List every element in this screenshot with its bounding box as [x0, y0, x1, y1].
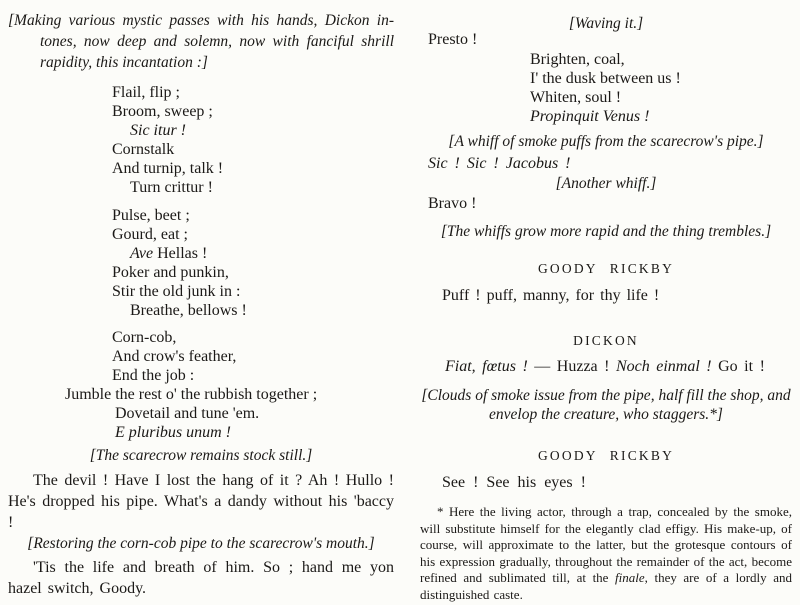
latin-phrase: Fiat, fœtus !: [445, 358, 528, 375]
verse-line: Brighten, coal,: [530, 51, 625, 68]
dickon-line-sic-jacobus: Sic ! Sic ! Jacobus !: [428, 155, 571, 172]
speaker-heading-dickon: DICKON: [573, 333, 639, 348]
stage-direction-opening: [8, 10, 394, 73]
exclamation: Go it !: [711, 358, 765, 375]
verse-line: E pluribus unum !: [115, 424, 231, 441]
footnote-text: * Here the living actor, through a trap, concealed by the smoke, will substitute himself for the elegantly clad effigy. His make-up, of course, will approximate to the latter, but the grotesque contours of his expression gradually, throughout the remainder of the act, become refined and sublimated till, at the: [420, 504, 792, 585]
verse-line: Breathe, bellows !: [130, 302, 247, 319]
verse-line: End the job :: [112, 367, 195, 384]
stage-direction-clouds: [420, 386, 792, 424]
footnote-italic-word: finale: [615, 570, 645, 585]
verse-line: Pulse, beet ;: [112, 207, 190, 224]
stage-direction-another-whiff: [Another whiff.]: [555, 175, 657, 192]
stage-direction-line: [Making various mystic passes with his hands, Dickon in-: [8, 12, 394, 29]
right-column: [420, 4, 792, 605]
latin-word: Ave: [130, 245, 154, 262]
dickon-line-fiat: [445, 356, 792, 377]
goody-line-puff: Puff ! puff, manny, for thy life !: [442, 287, 660, 304]
incantation-stanza-3: [8, 328, 394, 442]
footnote: [420, 504, 792, 603]
verse-line: [130, 244, 394, 263]
speaker-heading-goody-rickby: GOODY RICKBY: [537, 261, 675, 276]
verse-line: Broom, sweep ;: [112, 103, 213, 120]
verse-line: Whiten, soul !: [530, 89, 622, 106]
stage-direction-line: envelop the creature, who staggers.*]: [489, 406, 723, 423]
incantation-stanza-4: [420, 50, 792, 126]
verse-line: Stir the old junk in :: [112, 283, 241, 300]
verse-line: Gourd, eat ;: [112, 226, 188, 243]
stage-direction-line: rapidity, this incantation :]: [40, 54, 208, 71]
stage-direction-restoring: [Restoring the corn-cob pipe to the scarecrow's mouth.]: [27, 535, 375, 552]
verse-line: Dovetail and tune 'em.: [115, 405, 260, 422]
verse-line: Propinquit Venus !: [530, 108, 650, 125]
verse-line: Turn crittur !: [130, 179, 213, 196]
footnote-text: , they are of a lordly and distinguished caste.: [420, 570, 792, 602]
german-phrase: Noch einmal !: [609, 358, 712, 375]
stage-direction-line: tones, now deep and solemn, now with fanciful shrill: [40, 33, 394, 50]
incantation-stanza-1: [8, 83, 394, 197]
left-column: [8, 4, 394, 599]
stage-direction-whiff: [A whiff of smoke puffs from the scarecrow's pipe.]: [448, 133, 764, 150]
exclamation: — Huzza !: [527, 358, 610, 375]
verse-line: And turnip, talk !: [112, 160, 224, 177]
verse-line-rest: Hellas !: [153, 245, 208, 262]
stage-direction-stock-still: [The scarecrow remains stock still.]: [89, 447, 313, 464]
incantation-stanza-2: [8, 206, 394, 320]
stage-direction-line: [Clouds of smoke issue from the pipe, half fill the shop, and: [421, 387, 791, 404]
stage-direction-whiffs-grow: [The whiffs grow more rapid and the thing trembles.]: [440, 223, 772, 240]
verse-line: I' the dusk between us !: [530, 70, 681, 87]
verse-line: Jumble the rest o' the rubbish together ;: [65, 386, 318, 403]
verse-line: Poker and punkin,: [112, 264, 229, 281]
verse-line: Sic itur !: [130, 122, 186, 139]
speaker-heading-goody-rickby: GOODY RICKBY: [537, 448, 675, 463]
verse-line: Corn-cob,: [112, 329, 177, 346]
dickon-line-bravo: Bravo !: [428, 195, 477, 212]
dickon-line-presto: Presto !: [428, 31, 478, 48]
dickon-speech-devil: The devil ! Have I lost the hang of it ? Ah ! Hullo ! He's dropped his pipe. What's a dandy without his 'baccy !: [8, 472, 394, 531]
verse-line: Cornstalk: [112, 141, 175, 158]
verse-line: Flail, flip ;: [112, 84, 180, 101]
dickon-speech-tis: 'Tis the life and breath of him. So ; hand me yon hazel switch, Goody.: [8, 559, 394, 597]
stage-direction-waving: [Waving it.]: [568, 15, 644, 32]
verse-line: And crow's feather,: [112, 348, 237, 365]
goody-line-see: See ! See his eyes !: [442, 474, 586, 491]
